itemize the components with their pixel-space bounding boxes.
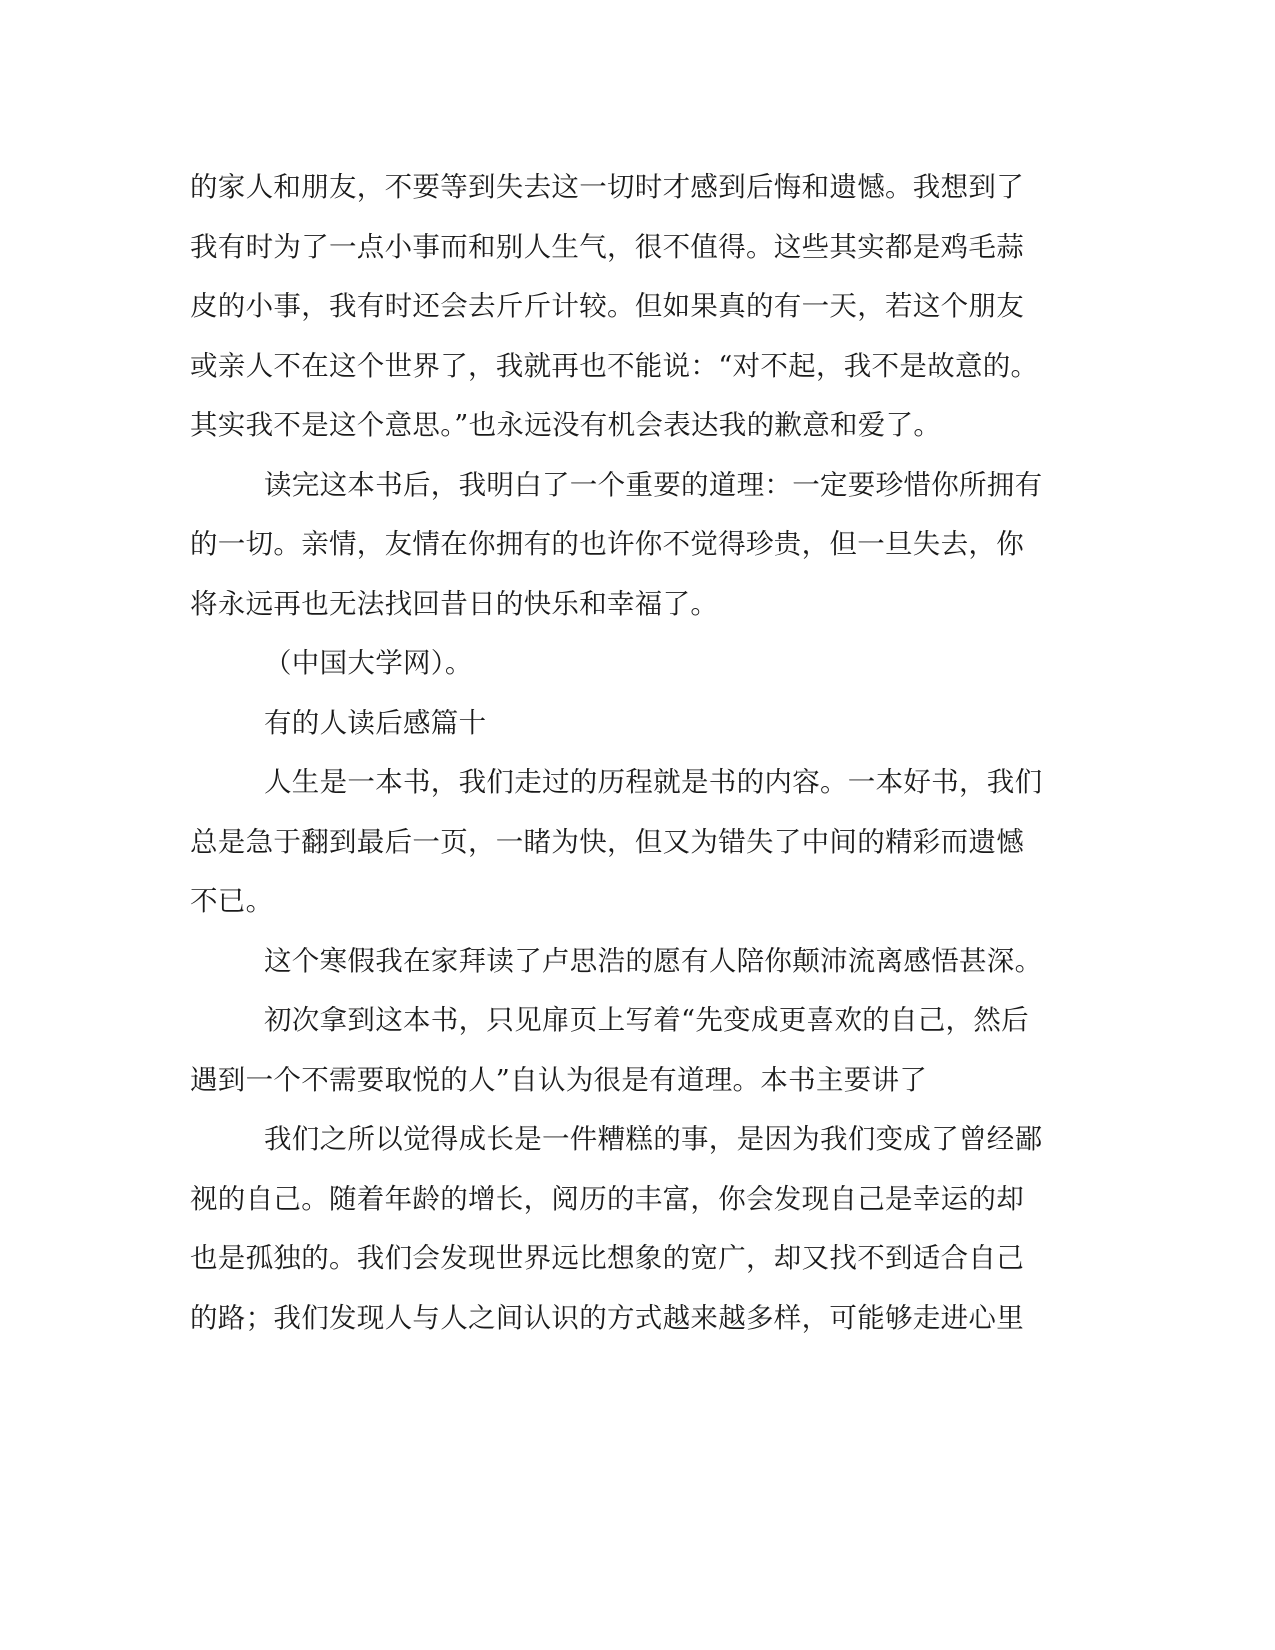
text-line: （中国大学网）。 (264, 647, 473, 679)
paragraph-5 (190, 991, 1080, 1110)
text-line: 其实我不是这个意思。”也永远没有机会表达我的歉意和爱了。 (190, 409, 942, 441)
text-line: 的家人和朋友，不要等到失去这一切时才感到后悔和遗憾。我想到了 (190, 171, 1024, 203)
paragraph-3 (190, 753, 1080, 932)
text-line: 不已。 (190, 885, 274, 917)
section-heading (190, 694, 1080, 754)
text-line: 初次拿到这本书，只见扉页上写着“先变成更喜欢的自己，然后 (264, 1004, 1029, 1036)
text-line: 这个寒假我在家拜读了卢思浩的愿有人陪你颠沛流离感悟甚深。 (264, 944, 1043, 977)
text-line: 我有时为了一点小事而和别人生气，很不值得。这些其实都是鸡毛蒜 (190, 230, 1024, 263)
paragraph-6 (190, 1110, 1080, 1348)
text-line: 皮的小事，我有时还会去斤斤计较。但如果真的有一天，若这个朋友 (190, 290, 1024, 322)
source-note (190, 634, 1080, 694)
text-line: 读完这本书后，我明白了一个重要的道理：一定要珍惜你所拥有 (264, 468, 1043, 501)
paragraph-1 (190, 158, 1080, 456)
text-line: 视的自己。随着年龄的增长，阅历的丰富，你会发现自己是幸运的却 (190, 1182, 1024, 1215)
text-line: 的一切。亲情，友情在你拥有的也许你不觉得珍贵，但一旦失去，你 (190, 528, 1024, 560)
text-line: 或亲人不在这个世界了，我就再也不能说：“对不起，我不是故意的。 (190, 349, 1039, 382)
text-line: 的路；我们发现人与人之间认识的方式越来越多样，可能够走进心里 (190, 1301, 1024, 1334)
text-line: 总是急于翻到最后一页，一睹为快，但又为错失了中间的精彩而遗憾 (190, 825, 1024, 858)
document-body (190, 158, 1080, 1348)
paragraph-2 (190, 456, 1080, 635)
paragraph-4 (190, 932, 1080, 992)
text-line: 我们之所以觉得成长是一件糟糕的事，是因为我们变成了曾经鄙 (264, 1123, 1043, 1155)
text-line: 也是孤独的。我们会发现世界远比想象的宽广，却又找不到适合自己 (190, 1242, 1024, 1274)
text-line: 将永远再也无法找回昔日的快乐和幸福了。 (190, 587, 719, 620)
text-line: 遇到一个不需要取悦的人”自认为很是有道理。本书主要讲了 (190, 1063, 928, 1096)
text-line: 人生是一本书，我们走过的历程就是书的内容。一本好书，我们 (264, 766, 1043, 798)
text-line: 有的人读后感篇十 (264, 706, 487, 739)
